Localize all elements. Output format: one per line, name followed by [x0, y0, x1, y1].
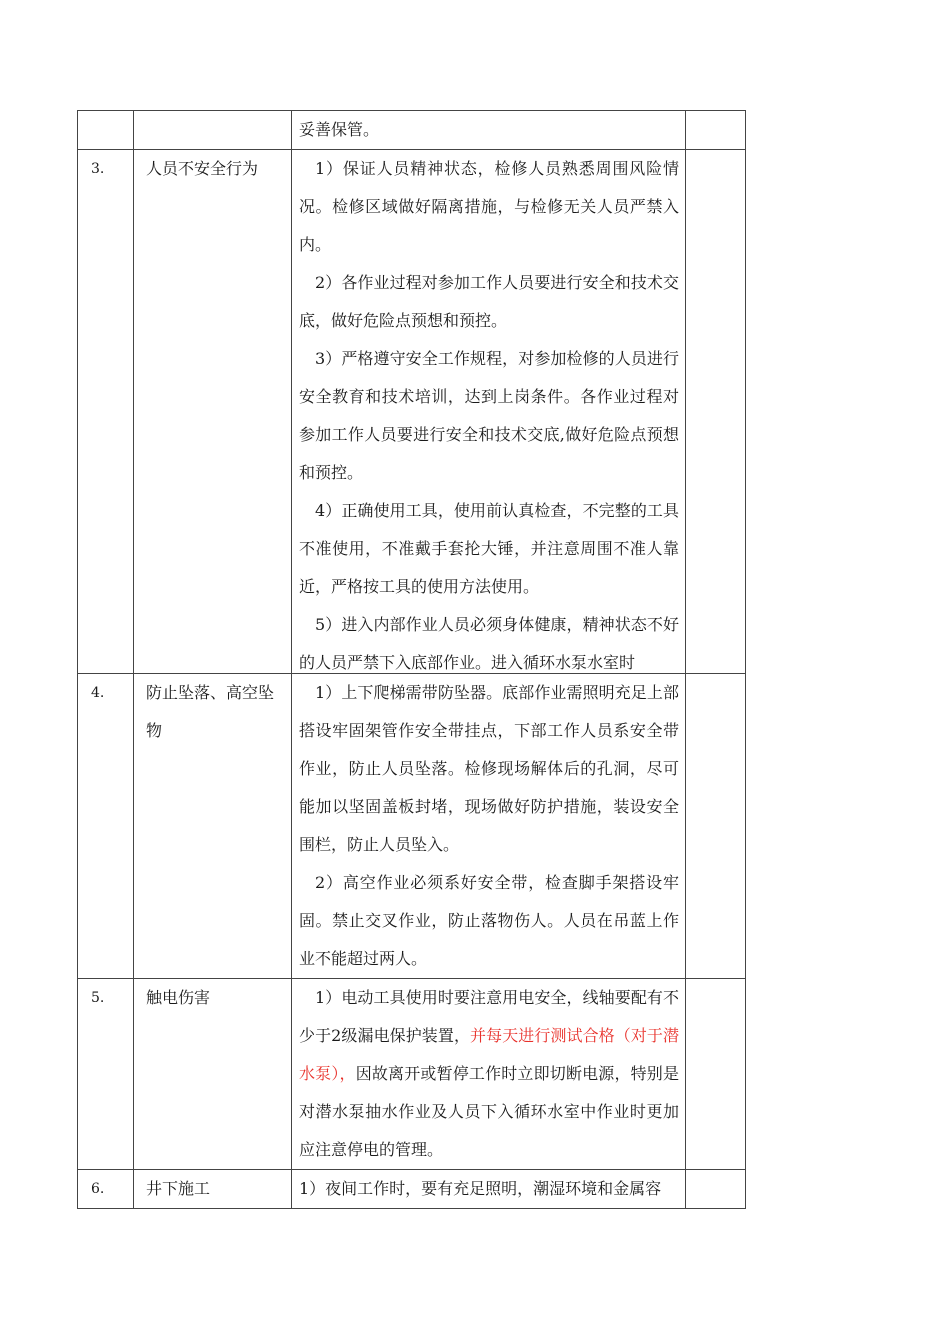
measure-paragraph: 3）严格遵守安全工作规程，对参加检修的人员进行安全教育和技术培训，达到上岗条件。各作业过程对参加工作人员要进行安全和技术交底,做好危险点预想和预控。: [299, 349, 679, 482]
highlighted-text: 并每天进行测试合格（对于潜水泵），: [299, 1026, 679, 1083]
risk-item: 人员不安全行为: [134, 150, 292, 674]
check-cell: [686, 111, 746, 150]
risk-item: [134, 111, 292, 150]
check-cell: [686, 1170, 746, 1209]
risk-item: 防止坠落、高空坠物: [134, 674, 292, 979]
row-number: 5.: [78, 979, 134, 1170]
table-row: [78, 111, 746, 150]
risk-item: 触电伤害: [134, 979, 292, 1170]
safety-measures-table: [77, 110, 746, 1209]
check-cell: [686, 979, 746, 1170]
check-cell: [686, 150, 746, 674]
control-measures: [292, 150, 686, 674]
measure-paragraph: [299, 979, 679, 1169]
table-row: [78, 674, 746, 979]
measure-text: 因故离开或暂停工作时立即切断电源，特别是对潜水泵抽水作业及人员下入循环水室中作业时更加应注意停电的管理。: [299, 1064, 679, 1159]
row-number: 3.: [78, 150, 134, 674]
measure-paragraph: 4）正确使用工具，使用前认真检查，不完整的工具不准使用，不准戴手套抡大锤，并注意周围不准人靠近，严格按工具的使用方法使用。: [299, 501, 679, 596]
row-number: [78, 111, 134, 150]
control-measures: [292, 674, 686, 979]
control-measures: [292, 111, 686, 150]
table-row: [78, 979, 746, 1170]
measure-text: 1）电动工具使用时要注意用电安全，线轴要配有不少于2级漏电保护装置，: [299, 988, 679, 1045]
measure-paragraph: 1）夜间工作时，要有充足照明，潮湿环境和金属容: [299, 1179, 662, 1198]
measure-paragraph: 妥善保管。: [299, 120, 380, 139]
table-row: [78, 1170, 746, 1209]
row-number: 6.: [78, 1170, 134, 1209]
measure-paragraph: 1）上下爬梯需带防坠器。底部作业需照明充足上部搭设牢固架管作安全带挂点，下部工作人员系安全带作业，防止人员坠落。检修现场解体后的孔洞，尽可能加以坚固盖板封堵，现场做好防护措施，装设安全围栏，防止人员坠入。: [299, 683, 679, 854]
control-measures: [292, 979, 686, 1170]
measure-paragraph: 5）进入内部作业人员必须身体健康，精神状态不好的人员严禁下入底部作业。进入循环水泵水室时: [299, 615, 679, 672]
row-number: 4.: [78, 674, 134, 979]
measure-paragraph: 1）保证人员精神状态，检修人员熟悉周围风险情况。检修区域做好隔离措施，与检修无关人员严禁入内。: [299, 159, 679, 254]
risk-item: 井下施工: [134, 1170, 292, 1209]
table-row: [78, 150, 746, 674]
control-measures: [292, 1170, 686, 1209]
check-cell: [686, 674, 746, 979]
measure-paragraph: 2）各作业过程对参加工作人员要进行安全和技术交底，做好危险点预想和预控。: [299, 273, 679, 330]
measure-paragraph: 2）高空作业必须系好安全带，检查脚手架搭设牢固。禁止交叉作业，防止落物伤人。人员在吊蓝上作业不能超过两人。: [299, 873, 679, 968]
